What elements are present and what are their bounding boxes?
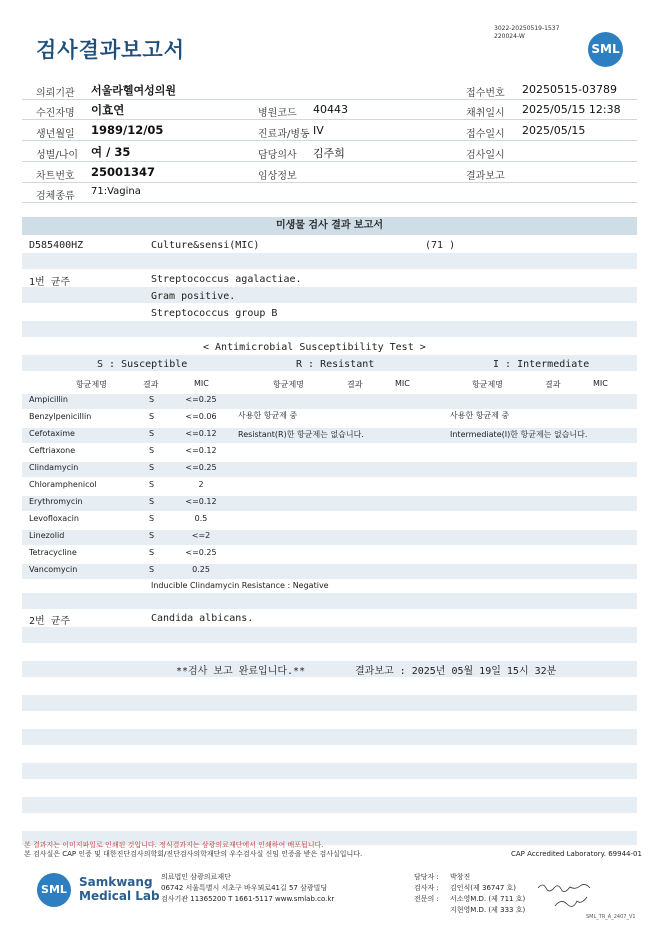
drug-result: S bbox=[149, 497, 155, 506]
drug-name: Tetracycline bbox=[29, 548, 77, 557]
drug-mic: <=0.25 bbox=[185, 395, 217, 404]
organism-1-line: Streptococcus group B bbox=[151, 308, 278, 319]
section-title: 미생물 검사 결과 보고서 bbox=[22, 217, 637, 235]
company-name: Samkwang Medical Lab bbox=[79, 875, 160, 903]
drug-mic: 0.25 bbox=[192, 565, 210, 574]
form-code: SML_TR_A_2407_V1 bbox=[586, 914, 636, 920]
staff-name: 서소영M.D. (제 711 호) bbox=[450, 895, 526, 903]
drug-mic: <=0.06 bbox=[185, 412, 217, 421]
drug-result: S bbox=[149, 531, 155, 540]
footer-address: 06742 서울특별시 서초구 바우뫼로41길 57 삼광빌딩 bbox=[161, 884, 328, 892]
drug-mic: 0.5 bbox=[194, 514, 208, 523]
col-mic-r: MIC bbox=[395, 379, 410, 388]
drug-result: S bbox=[149, 463, 155, 472]
label-clinical-info: 임상정보 bbox=[258, 171, 297, 182]
drug-result: S bbox=[149, 565, 155, 574]
drug-mic: <=0.25 bbox=[185, 463, 217, 472]
label-specimen: 검체종류 bbox=[36, 191, 75, 202]
sml-logo-icon: SML bbox=[37, 873, 71, 907]
staff-role: 검사자 : bbox=[414, 884, 439, 892]
report-time: 결과보고 : 2025년 05월 19일 15시 32분 bbox=[355, 666, 557, 677]
label-collect-time: 채취일시 bbox=[466, 108, 505, 119]
value-receipt-date: 2025/05/15 bbox=[522, 124, 586, 137]
value-birthdate: 1989/12/05 bbox=[91, 123, 164, 137]
table-row-band bbox=[22, 564, 637, 579]
test-number: (71 ) bbox=[425, 240, 456, 251]
footer-contact: 검사기관 11365200 T 1661-5117 www.smlab.co.kr bbox=[161, 895, 335, 903]
value-patient-name: 이효연 bbox=[91, 103, 125, 117]
legend-resistant: R : Resistant bbox=[296, 359, 375, 370]
organism-1-line: Streptococcus agalactiae. bbox=[151, 274, 302, 285]
drug-name: Linezolid bbox=[29, 531, 65, 540]
page-title: 검사결과보고서 bbox=[36, 38, 186, 62]
label-doctor: 담당의사 bbox=[258, 150, 297, 161]
label-receipt-no: 접수번호 bbox=[466, 88, 505, 99]
ast-title: < Antimicrobial Susceptibility Test > bbox=[203, 342, 426, 353]
drug-mic: <=2 bbox=[191, 531, 211, 540]
col-result-s: 결과 bbox=[143, 380, 159, 389]
sml-logo: SML bbox=[588, 32, 623, 67]
legend-susceptible: S : Susceptible bbox=[97, 359, 188, 370]
organism-2-name: Candida albicans. bbox=[151, 613, 254, 624]
staff-name: 박창진 bbox=[450, 873, 471, 881]
col-drug-i: 항균제명 bbox=[472, 380, 503, 389]
test-name: Culture&sensi(MIC) bbox=[151, 240, 260, 251]
value-chart-no: 25001347 bbox=[91, 165, 156, 179]
drug-result: S bbox=[149, 480, 155, 489]
staff-role: 전문의 : bbox=[414, 895, 439, 903]
organism-1-line: Gram positive. bbox=[151, 291, 236, 302]
col-mic-s: MIC bbox=[194, 379, 209, 388]
image-notice: 본 결과지는 이미지파일로 인쇄된 것입니다. 정식결과지는 삼광의료재단에서 인쇄하여 배포됩니다. bbox=[24, 841, 324, 849]
drug-mic: <=0.12 bbox=[185, 429, 217, 438]
table-row-band bbox=[22, 496, 637, 511]
signature-image bbox=[535, 878, 595, 914]
drug-name: Cefotaxime bbox=[29, 429, 75, 438]
samkwang-logo bbox=[37, 873, 71, 907]
col-drug-s: 항균제명 bbox=[76, 380, 107, 389]
drug-result: S bbox=[149, 514, 155, 523]
value-hospital-code: 40443 bbox=[313, 103, 348, 116]
drug-name: Levofloxacin bbox=[29, 514, 79, 523]
drug-result: S bbox=[149, 395, 155, 404]
clindamycin-note: Inducible Clindamycin Resistance : Negative bbox=[151, 581, 329, 590]
col-drug-r: 항균제명 bbox=[273, 380, 304, 389]
value-collect-time: 2025/05/15 12:38 bbox=[522, 103, 621, 116]
document-id: 3022-20250519-1537 220024-W bbox=[494, 25, 560, 40]
intermediate-note: Intermediate(I)한 항균제는 없습니다. bbox=[450, 430, 588, 439]
value-specimen: 71:Vagina bbox=[91, 186, 141, 197]
resistant-note: Resistant(R)한 항균제는 없습니다. bbox=[238, 430, 364, 439]
label-report: 결과보고 bbox=[466, 171, 505, 182]
drug-name: Vancomycin bbox=[29, 565, 78, 574]
label-patient-name: 수진자명 bbox=[36, 108, 75, 119]
organism-2-label: 2번 균주 bbox=[29, 616, 71, 627]
organism-1-label: 1번 균주 bbox=[29, 277, 71, 288]
drug-name: Clindamycin bbox=[29, 463, 79, 472]
col-result-r: 결과 bbox=[347, 380, 363, 389]
table-row-band bbox=[22, 394, 637, 409]
drug-name: Ceftriaxone bbox=[29, 446, 76, 455]
legend-intermediate: I : Intermediate bbox=[493, 359, 590, 370]
label-chart-no: 차트번호 bbox=[36, 171, 75, 182]
drug-mic: <=0.12 bbox=[185, 446, 217, 455]
table-row-band bbox=[22, 530, 637, 545]
label-department: 진료과/병동 bbox=[258, 129, 310, 140]
value-institution: 서울라헬여성의원 bbox=[91, 84, 177, 97]
intermediate-note: 사용한 항균제 중 bbox=[450, 411, 510, 420]
footer-org: 의료법인 삼광의료재단 bbox=[161, 873, 231, 881]
col-result-i: 결과 bbox=[545, 380, 561, 389]
drug-result: S bbox=[149, 412, 155, 421]
drug-name: Erythromycin bbox=[29, 497, 83, 506]
drug-name: Benzylpenicillin bbox=[29, 412, 92, 421]
label-institution: 의뢰기관 bbox=[36, 88, 75, 99]
value-sex-age: 여 / 35 bbox=[91, 145, 131, 159]
drug-result: S bbox=[149, 446, 155, 455]
drug-name: Chloramphenicol bbox=[29, 480, 97, 489]
accreditation-notice: 본 검사실은 CAP 인증 및 대한진단검사의학회/진단검사의학재단의 우수검사실 신임 인증을 받은 검사실입니다. bbox=[24, 850, 363, 858]
value-receipt-no: 20250515-03789 bbox=[522, 83, 617, 96]
label-hospital-code: 병원코드 bbox=[258, 108, 297, 119]
cap-accreditation: CAP Accredited Laboratory. 69944-01 bbox=[511, 850, 642, 858]
test-code: D585400HZ bbox=[29, 240, 84, 251]
value-doctor: 김주희 bbox=[313, 147, 345, 160]
staff-role: 담당자 : bbox=[414, 873, 439, 881]
drug-result: S bbox=[149, 429, 155, 438]
label-test-date: 검사일시 bbox=[466, 150, 505, 161]
label-receipt-date: 접수일시 bbox=[466, 129, 505, 140]
label-sex-age: 성별/나이 bbox=[36, 150, 79, 161]
table-row-band bbox=[22, 462, 637, 477]
resistant-note: 사용한 항균제 중 bbox=[238, 411, 298, 420]
drug-result: S bbox=[149, 548, 155, 557]
staff-name: 김인식(제 36747 호) bbox=[450, 884, 516, 892]
drug-mic: <=0.12 bbox=[185, 497, 217, 506]
report-complete: **검사 보고 완료입니다.** bbox=[176, 666, 306, 677]
drug-mic: <=0.25 bbox=[185, 548, 217, 557]
drug-mic: 2 bbox=[198, 480, 204, 489]
staff-name: 지현영M.D. (제 333 호) bbox=[450, 906, 526, 914]
value-department: IV bbox=[313, 124, 324, 137]
col-mic-i: MIC bbox=[593, 379, 608, 388]
drug-name: Ampicillin bbox=[29, 395, 68, 404]
label-birthdate: 생년월일 bbox=[36, 129, 75, 140]
